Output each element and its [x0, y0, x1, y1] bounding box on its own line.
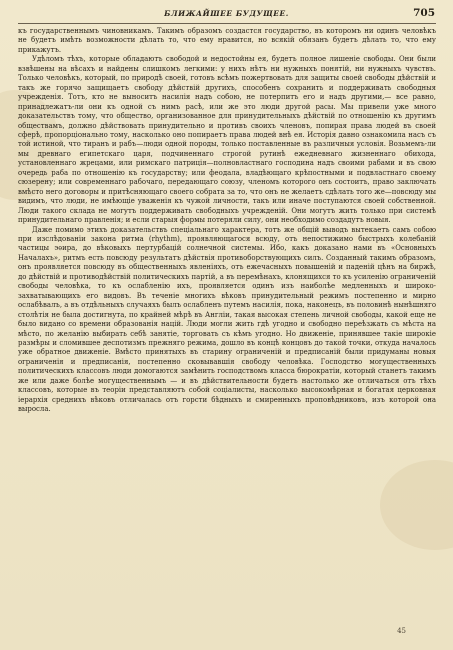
- header-rule: [18, 23, 436, 24]
- paragraph: къ государственнымъ чиновникамъ. Такимъ образомъ создастся государство, въ которомъ ни одинъ человѣкъ не будетъ имѣть возможности дѣлать то, что ему нравится, но всякій обязанъ будетъ дѣлать то, что ему прикажутъ.: [18, 27, 436, 54]
- signature-mark: 45: [397, 627, 406, 635]
- paragraph: Удѣломъ тѣхъ, которые обладаютъ свободой и недостойны ея, будетъ полное лишеніе свободы. Они были взвѣшены на вѣсахъ и найдены слишкомъ легкими: у нихъ нѣтъ ни нужныхъ понятій, ни нужныхъ чувствъ. Только человѣкъ, который, по природѣ своей, готовъ всѣмъ пожертвовать для защиты своей свободы дѣйствій и такъ же горячо защищаетъ свободу дѣйствій другихъ, способенъ сохранить и поддерживать свободныя учрежденія. Тотъ, кто не выноситъ насилія надъ собою, не потерпитъ его и надъ другими,— все равно, принадлежатъ-ли они къ одной съ нимъ расѣ, или же это люди другой расы. Мы привели уже много доказательствъ тому, что общество, организованное для принудительныхъ дѣйствій по отношенію къ другимъ обществамъ, должно дѣйствовать принудительно и противъ своихъ членовъ, попирая права людей въ своей сферѣ, пропорціонально тому, насколько оно попираетъ права людей внѣ ея. Исторія давно ознакомила насъ съ той истиной, что тиранъ и рабъ—люди одной породы, только поставленные въ различныя условія. Возьмемъ-ли мы древнаго египетскаго царя, подчиненнаго строгой рутинѣ ежедневнаго жизненнаго обихода, установленнаго жрецами, или римскаго патриція—полновластнаго господина надъ своими рабами и въ свою очередь раба по отношенію къ государству; или феодала, владѣющаго крѣпостными и подвластнаго своему сюзерену; или современнаго рабочаго, передающаго союзу, членомъ которого онъ состоитъ, право заключать вмѣсто него договоры и притѣсняющаго своего собрата за то, что онъ не желаетъ сдѣлать того же—повсюду мы видимъ, что люди, не имѣющіе уваженія къ чужой личности, такъ или иначе поступаются своей собственной. Люди такого склада не могутъ поддерживать свободныхъ учрежденій. Они могутъ жить только при системѣ принудительнаго правленія; и если старыя формы потеряли силу, они необходимо создадутъ новыя.: [18, 55, 436, 225]
- paper-stain: [380, 460, 453, 550]
- body-text: [18, 27, 436, 415]
- paragraph: Даже помимо этихъ доказательствъ спеціальнаго характера, тотъ же общій выводъ вытекаетъ самъ собою при изслѣдованіи закона ритма (rhythm), проявляющагося всюду, отъ непостижимо быстрыхъ колебаній частицы эѳира, до вѣковыхъ пертурбацій солнечной системы. Ибо, какъ доказано нами въ «Основныхъ Началахъ», ритмъ есть повсюду результатъ дѣйствія противоборствующихъ силъ. Созданный такимъ образомъ, онъ проявляется повсюду въ общественныхъ явленіяхъ, отъ ежечасныхъ повышеній и паденій цѣнъ на биржѣ, до дѣйствій и противодѣйствій политическихъ партій, а въ перемѣнахъ, клонящихся то къ усиленію ограниченій свободы человѣка, то къ ослабленію ихъ, проявляется одинъ изъ наиболѣе медленныхъ и широко-захватывающихъ его видовъ. Въ теченіе многихъ вѣковъ принудительный режимъ постепенно и мирно ослабѣвалъ, а въ отдѣльныхъ случаяхъ былъ ослабленъ путемъ насилія, пока, наконецъ, въ половинѣ нынѣшняго столѣтія не была достигнута, по крайней мѣрѣ въ Англіи, такая высокая степень личной свободы, какой еще не было видано со времени образованія націй. Люди могли жить гдѣ угодно и свободно переѣзжать съ мѣста на мѣсто, по желанію выбирать себѣ занятіе, торговать съ кѣмъ угодно. Но движеніе, принявшее такіе широкіе размѣры и сломившее деспотизмъ прежняго режима, дошло въ концѣ концовъ до такой точки, откуда началось уже обратное движеніе. Вмѣсто принятыхъ въ старину ограниченій и предписаній были придуманы новыя ограниченія и предписанія, постепенно сковывавшія свободу человѣка. Господство могущественныхъ политическихъ классовъ люди домогаются замѣнить господствомъ класса бюрократіи, который станетъ такимъ же или даже болѣе могущественнымъ — и въ дѣйствительности будетъ настолько же отличаться отъ тѣхъ классовъ, которые въ теоріи представляютъ собой соціалисты, насколько высокомѣрная и богатая церковная іерархія среднихъ вѣковъ отличалась отъ горсти бѣдныхъ и смиренныхъ проповѣдниковъ, изъ которой она выросла.: [18, 225, 436, 414]
- running-title: БЛИЖАЙШЕЕ БУДУЩЕЕ.: [164, 9, 289, 18]
- page-number: 705: [413, 7, 435, 19]
